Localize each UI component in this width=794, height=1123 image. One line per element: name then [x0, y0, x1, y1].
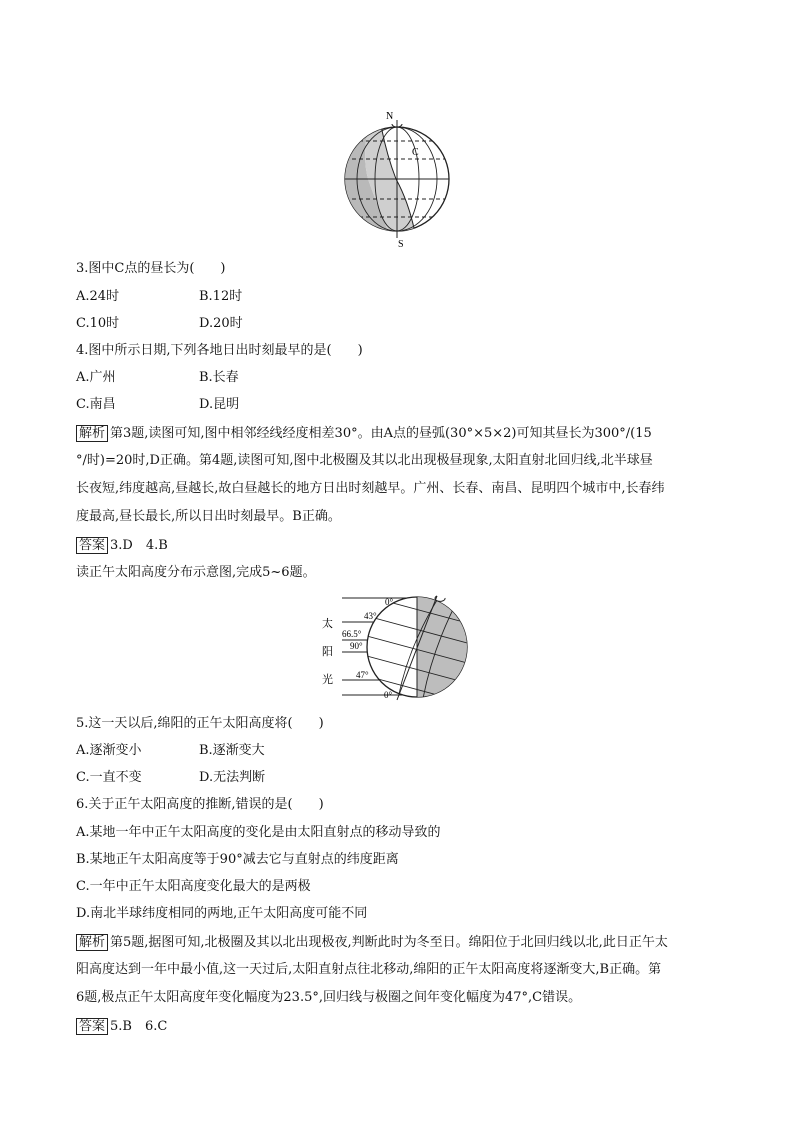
q3-option-c: C.10时 [76, 316, 120, 331]
analysis-2-line-3: 6题,极点正午太阳高度年变化幅度为23.5°,回归线与极圈之间年变化幅度为47°,C错误。 [76, 990, 582, 1005]
analysis-1-line-4: 度最高,昼长最长,所以日出时刻最早。B正确。 [76, 509, 341, 524]
q4-option-a: A.广州 [76, 370, 116, 385]
answer-tag: 答案 [76, 537, 108, 554]
q5-option-b: B.逐渐变大 [199, 743, 265, 758]
q6-option-b: B.某地正午太阳高度等于90°减去它与直射点的纬度距离 [76, 852, 399, 867]
angle-0-top: 0° [385, 597, 394, 607]
angle-43: 43° [364, 611, 377, 621]
q3-option-b: B.12时 [199, 289, 243, 304]
question-6-stem: 6.关于正午太阳高度的推断,错误的是( ) [76, 797, 324, 812]
q3-option-a: A.24时 [76, 289, 120, 304]
sun-label-3: 光 [322, 674, 333, 686]
question-5-stem: 5.这一天以后,绵阳的正午太阳高度将( ) [76, 716, 324, 731]
q6-option-a: A.某地一年中正午太阳高度的变化是由太阳直射点的移动导致的 [76, 825, 441, 840]
intro-5-6: 读正午太阳高度分布示意图,完成5~6题。 [76, 565, 316, 580]
analysis-tag: 解析 [76, 425, 108, 442]
question-4-stem: 4.图中所示日期,下列各地日出时刻最早的是( ) [76, 343, 363, 358]
analysis-1-line-2: °/时)=20时,D正确。第4题,读图可知,图中北极圈及其以北出现极昼现象,太阳直射北回归线,北半球昼 [76, 453, 653, 468]
answer-2: 答案 5.B 6.C [76, 1018, 167, 1035]
question-3-stem: 3.图中C点的昼长为( ) [76, 261, 226, 276]
q5-option-c: C.一直不变 [76, 770, 142, 785]
q4-option-d: D.昆明 [199, 397, 240, 412]
point-c-label: C [412, 147, 419, 158]
sun-label-2: 阳 [322, 646, 333, 658]
answer-1: 答案 3.D 4.B [76, 537, 168, 554]
q3-option-d: D.20时 [199, 316, 243, 331]
answer-tag-2: 答案 [76, 1018, 108, 1035]
q6-option-c: C.一年中正午太阳高度变化最大的是两极 [76, 879, 311, 894]
analysis-1-line-3: 长夜短,纬度越高,昼越长,故白昼越长的地方日出时刻越早。广州、长春、南昌、昆明四个城市中,长春纬 [76, 481, 665, 496]
analysis-1-line-1: 解析 第3题,读图可知,图中相邻经线经度相差30°。由A点的昼弧(30°×5×2)可知其昼长为300°/(15 [76, 425, 652, 442]
north-label: N [386, 111, 394, 122]
angle-0-bottom: 0° [384, 690, 393, 700]
sun-label-1: 太 [322, 618, 333, 630]
angle-90: 90° [350, 641, 363, 651]
q6-option-d: D.南北半球纬度相同的两地,正午太阳高度可能不同 [76, 906, 368, 921]
south-label: S [398, 239, 404, 250]
analysis-2-line-1: 解析 第5题,据图可知,北极圈及其以北出现极夜,判断此时为冬至日。绵阳位于北回归线以北,此日正午太 [76, 934, 668, 951]
analysis-2-line-2: 阳高度达到一年中最小值,这一天过后,太阳直射点往北移动,绵阳的正午太阳高度将逐渐变大,B正确。第 [76, 962, 662, 977]
sun-altitude-figure [312, 592, 482, 704]
analysis-tag-2: 解析 [76, 934, 108, 951]
q5-option-d: D.无法判断 [199, 770, 266, 785]
q5-option-a: A.逐渐变小 [76, 743, 142, 758]
angle-66: 66.5° [342, 629, 362, 639]
globe-figure-1 [338, 108, 456, 250]
angle-47: 47° [356, 670, 369, 680]
q4-option-c: C.南昌 [76, 397, 116, 412]
q4-option-b: B.长春 [199, 370, 239, 385]
